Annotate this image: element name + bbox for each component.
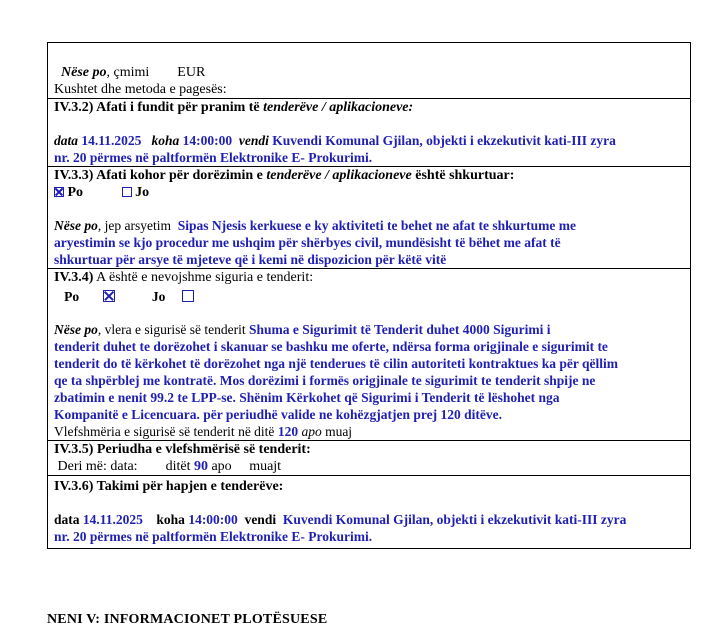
deadline-time: 14:00:00 [182, 133, 233, 148]
section-iv-3-2 [47, 99, 691, 167]
guarantee-po-checkbox[interactable] [103, 290, 115, 302]
shortened-options: Po Jo [54, 184, 684, 201]
opening-details: data 14.11.2025 koha 14:00:00 vendi Kuvendi Komunal Gjilan, objekti i ekzekutivit kati-III zyra [54, 512, 627, 527]
jo-checkbox[interactable] [122, 187, 132, 197]
guarantee-value-line-4: qe ta shpërblej me kontratë. Mos dorëzimi i formës origjinale te sigurimit te tenderit shpije ne [54, 373, 596, 388]
price-row [47, 42, 691, 99]
deadline-place-cont: nr. 20 përmes në paltformën Elektronike E- Prokurimi. [54, 150, 373, 165]
section-iv-3-4-title: IV.3.4) A është e nevojshme siguria e tenderit: [54, 270, 314, 285]
guarantee-value-line-2: tenderit duhet te dorëzohet i skanuar se bashku me oferte, ndërsa forma origjinale e sigurimit te [54, 339, 608, 354]
po-checkbox[interactable] [54, 187, 64, 197]
deadline-details: data 14.11.2025 koha 14:00:00 vendi Kuvendi Komunal Gjilan, objekti i ekzekutivit kati-III zyra [54, 133, 616, 148]
section-iv-3-3 [47, 167, 691, 269]
deadline-place: Kuvendi Komunal Gjilan, objekti i ekzekutivit kati-III zyra [272, 133, 616, 148]
reason-line-1: Nëse po, jep arsyetim Sipas Njesis kerkuese e ky aktiviteti te behet ne afat te shkurtume me [54, 218, 576, 233]
guarantee-value-line-1: Nëse po, vlera e sigurisë së tenderit Shuma e Sigurimit të Tenderit duhet 4000 Sigurimi i [54, 322, 551, 337]
reason-line-3: shkurtuar për arsye të mjeteve që i kemi në dispozicion për këtë vitë [54, 252, 447, 267]
guarantee-value-line-6: Kompanitë e Licencuara. për periudhë valide ne kohëzgjatjen prej 120 ditëve. [54, 407, 502, 422]
validity-days: 90 [193, 459, 208, 474]
opening-date: 14.11.2025 [82, 512, 143, 527]
guarantee-value-line-3: tenderit do të kërkohet të dorëzohet nga një tenderues të cilin autoriteti kontraktues ka për qëllim [54, 356, 619, 371]
opening-place-cont: nr. 20 përmes në paltformën Elektronike E- Prokurimi. [54, 529, 373, 544]
guarantee-validity-days: 120 [277, 424, 299, 439]
guarantee-options: Po Jo [54, 288, 684, 305]
currency: EUR [177, 65, 206, 80]
opening-time: 14:00:00 [188, 512, 238, 527]
section-iv-3-6-title: IV.3.6) Takimi për hapjen e tenderëve: [54, 479, 284, 494]
cmimi-label: , çmimi [106, 65, 150, 80]
tender-form [47, 42, 691, 549]
guarantee-validity: Vlefshmëria e sigurisë së tenderit në ditë 120 apo muaj [54, 424, 353, 439]
opening-place: Kuvendi Komunal Gjilan, objekti i ekzekutivit kati-III zyra [282, 512, 627, 527]
guarantee-jo-checkbox[interactable] [182, 290, 194, 302]
section-v-heading: NENI V: INFORMACIONET PLOTËSUESE [47, 612, 328, 627]
deadline-date: 14.11.2025 [81, 133, 142, 148]
section-iv-3-5-title: IV.3.5) Periudha e vlefshmërisë së tenderit: [54, 442, 311, 457]
section-iv-3-4 [47, 269, 691, 441]
guarantee-value-line-5: zbatimin e nenit 99.2 te LPP-se. Shënim Kërkohet që Sigurimi i Tenderit të lëshohet nga [54, 390, 560, 405]
section-iv-3-2-title: IV.3.2) Afati i fundit për pranim të tenderëve / aplikacioneve: [54, 100, 414, 115]
section-iv-3-3-title: IV.3.3) Afati kohor për dorëzimin e tenderëve / aplikacioneve është shkurtuar: [54, 168, 515, 183]
payment-terms: Kushtet dhe metoda e pagesës: [54, 82, 227, 97]
section-iv-3-6 [47, 476, 691, 549]
reason-line-2: aryestimin se kjo procedur me ushqim për shërbyes civil, mundësisht të bëhet me afat të [54, 235, 561, 250]
nese-po-label: Nëse po [61, 65, 107, 80]
price-line [54, 64, 684, 81]
validity-period: Deri më: data: ditët 90 apo muajt [57, 459, 282, 474]
section-iv-3-5 [47, 441, 691, 476]
